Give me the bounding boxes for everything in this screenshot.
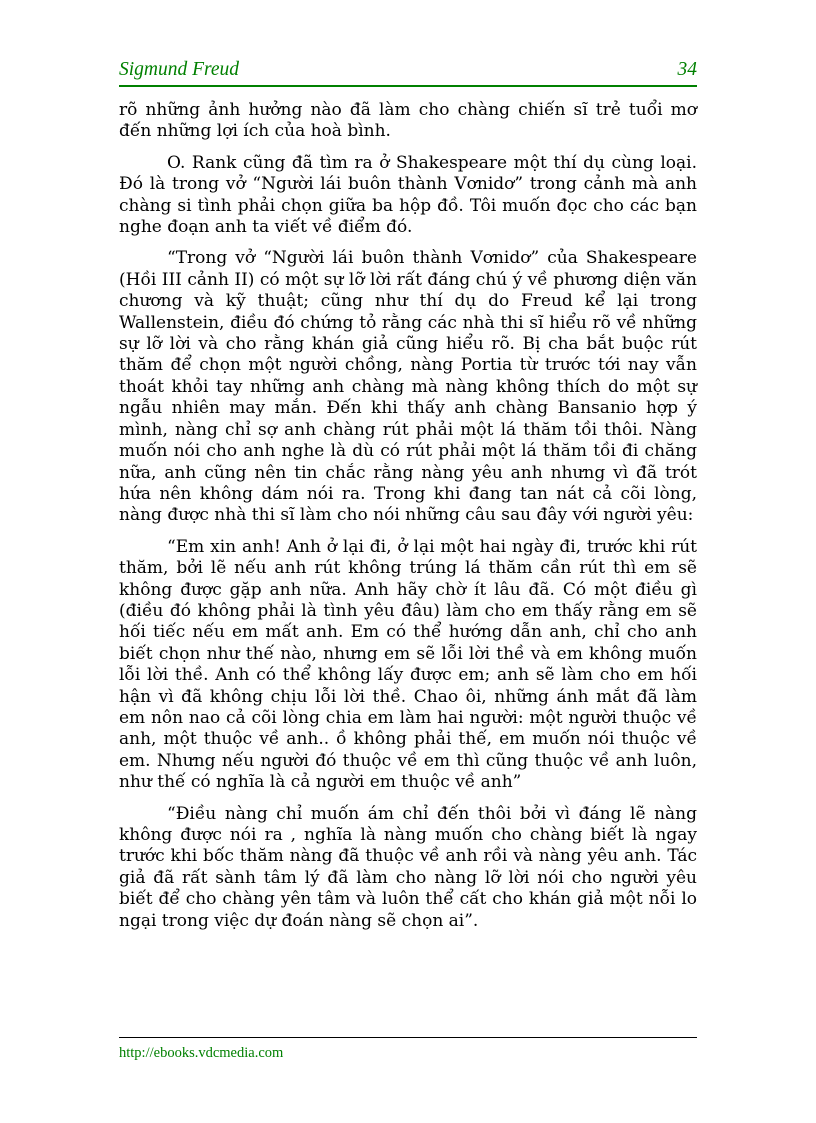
paragraph: “Điều nàng chỉ muốn ám chỉ đến thôi bởi vì đáng lẽ nàng không được nói ra , nghĩa là nàng muốn cho chàng biết là ngay trước khi bốc thăm nàng đã thuộc về anh rồi và nàng yêu anh. Tác giả đã rất sành tâm lý đã làm cho nàng lỡ lời nói cho người yêu biết để cho chàng yên tâm và luôn thể cất cho khán giả một nỗi lo ngại trong việc dự đoán nàng sẽ chọn ai”. xyxy=(119,803,697,931)
paragraph: “Trong vở “Người lái buôn thành Vơnidơ” của Shakespeare (Hồi III cảnh II) có một sự lỡ lời rất đáng chú ý về phương diện văn chương và kỹ thuật; cũng như thí dụ do Freud kể lại trong Wallenstein, điều đó chứng tỏ rằng các nhà thi sĩ hiểu rõ về những sự lỡ lời và cho rằng khán giả cũng hiểu rõ. Bị cha bắt buộc rút thăm để chọn một người chồng, nàng Portia từ trước tới nay vẫn thoát khỏi tay những anh chàng mà nàng không thích do một sự ngẫu nhiên may mắn. Đến khi thấy anh chàng Bansanio hợp ý mình, nàng chỉ sợ anh chàng rút phải một lá thăm tồi thôi. Nàng muốn nói cho anh nghe là dù có rút phải một lá thăm tồi đi chăng nữa, anh cũng nên tin chắc rằng nàng yêu anh nhưng vì đã trót hứa nên không dám nói ra. Trong khi đang tan nát cả cõi lòng, nàng được nhà thi sĩ làm cho nói những câu sau đây với người yêu: xyxy=(119,248,697,526)
header-divider xyxy=(119,85,697,87)
page-number: 34 xyxy=(677,59,697,80)
paragraph: O. Rank cũng đã tìm ra ở Shakespeare một thí dụ cùng loại. Đó là trong vở “Người lái buôn thành Vơnidơ” trong cảnh mà anh chàng si tình phải chọn giữa ba hộp đồ. Tôi muốn đọc cho các bạn nghe đoạn anh ta viết về điểm đó. xyxy=(119,152,697,238)
footer-url[interactable]: http://ebooks.vdcmedia.com xyxy=(119,1045,284,1061)
paragraph: rõ những ảnh hưởng nào đã làm cho chàng chiến sĩ trẻ tuổi mơ đến những lợi ích của hoà bình. xyxy=(119,100,697,142)
page-body xyxy=(119,100,697,942)
header-author: Sigmund Freud xyxy=(119,59,240,80)
footer-divider xyxy=(119,1037,697,1038)
page-header xyxy=(119,59,697,85)
paragraph: “Em xin anh! Anh ở lại đi, ở lại một hai ngày đi, trước khi rút thăm, bởi lẽ nếu anh rút không trúng lá thăm cần rút thì em sẽ không được gặp anh nữa. Anh hãy chờ ít lâu đã. Có một điều gì (điều đó không phải là tình yêu đâu) làm cho em thấy rằng em sẽ hối tiếc nếu em mất anh. Em có thể hướng dẫn anh, chỉ cho anh biết chọn như thế nào, nhưng em sẽ lỗi lời thề và em không muốn lỗi lời thề. Anh có thể không lấy được em; anh sẽ làm cho em hối hận vì đã không chịu lỗi lời thề. Chao ôi, những ánh mắt đã làm em nôn nao cả cõi lòng chia em làm hai người: một người thuộc về anh, một thuộc về anh.. ồ không phải thế, em muốn nói thuộc về em. Nhưng nếu người đó thuộc về em thì cũng thuộc về anh luôn, như thế có nghĩa là cả người em thuộc về anh” xyxy=(119,536,697,793)
